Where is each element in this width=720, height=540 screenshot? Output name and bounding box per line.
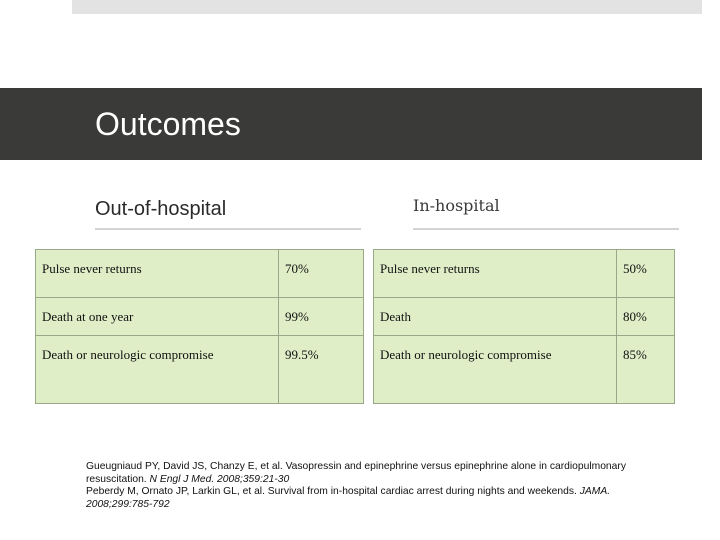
top-decorative-bar [72,0,702,14]
out-of-hospital-table [35,249,364,404]
outcome-value: 70% [279,250,364,298]
out-of-hospital-heading: Out-of-hospital [95,198,227,220]
outcome-value: 99.5% [279,336,364,404]
outcome-label: Death or neurologic compromise [374,336,617,404]
table-row [374,336,675,404]
slide-title: Outcomes [95,106,241,142]
outcome-label: Pulse never returns [374,250,617,298]
table-row [36,298,364,336]
references [86,461,646,511]
in-hospital-table [373,249,675,404]
table-row [36,336,364,404]
outcome-label: Pulse never returns [36,250,279,298]
in-hospital-heading: In-hospital [413,196,500,215]
table-row [36,250,364,298]
outcome-value: 99% [279,298,364,336]
table-row [374,250,675,298]
table-row [374,298,675,336]
outcome-value: 85% [617,336,675,404]
reference-2: Peberdy M, Ornato JP, Larkin GL, et al. Survival from in-hospital cardiac arrest during nights and weekends. JAMA. 2008;299:785-792 [86,486,611,510]
outcome-label: Death [374,298,617,336]
outcome-value: 80% [617,298,675,336]
divider-left [95,228,361,230]
outcome-label: Death at one year [36,298,279,336]
divider-right [413,228,679,230]
outcome-value: 50% [617,250,675,298]
reference-1: Gueugniaud PY, David JS, Chanzy E, et al. Vasopressin and epinephrine versus epinephrine alone in cardiopulmonary resuscitation. N Engl J Med. 2008;359:21-30 [86,461,626,485]
outcome-label: Death or neurologic compromise [36,336,279,404]
